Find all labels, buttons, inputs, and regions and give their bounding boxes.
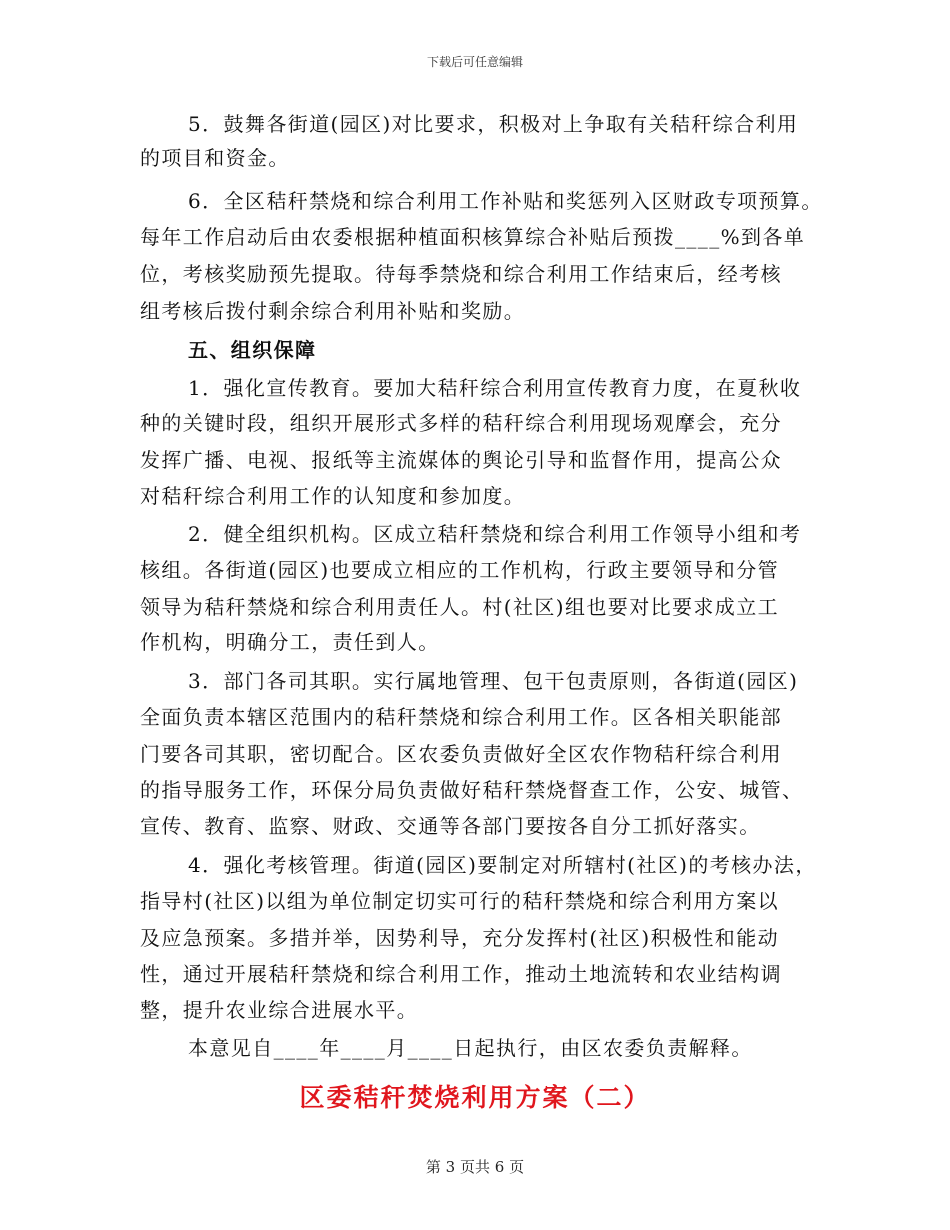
paragraph-line: 种的关键时段，组织开展形式多样的秸秆综合利用现场观摩会，充分 <box>140 411 782 435</box>
paragraph-line: 全面负责本辖区范围内的秸秆禁烧和综合利用工作。区各相关职能部 <box>140 705 782 729</box>
paragraph-line: 发挥广播、电视、报纸等主流媒体的舆论引导和监督作用，提高公众 <box>140 448 782 472</box>
paragraph-line: 核组。各街道(园区)也要成立相应的工作机构，行政主要领导和分管 <box>140 558 780 582</box>
paragraph-line: 5．鼓舞各街道(园区)对比要求，积极对上争取有关秸秆综合利用 <box>188 112 799 136</box>
paragraph-line: 及应急预案。多措并举，因势利导，充分发挥村(社区)积极性和能动 <box>140 926 780 950</box>
page-header: 下载后可任意编辑 <box>426 55 523 69</box>
paragraph-line: 4．强化考核管理。街道(园区)要制定对所辖村(社区)的考核办法， <box>188 853 817 877</box>
paragraph-line: 领导为秸秆禁烧和综合利用责任人。村(社区)组也要对比要求成立工 <box>140 595 780 619</box>
section-heading: 五、组织保障 <box>188 338 317 362</box>
section-title-red: 区委秸秆焚烧利用方案（二） <box>299 1083 651 1112</box>
paragraph-line: 宣传、教育、监察、财政、交通等各部门要按各自分工抓好落实。 <box>140 814 761 838</box>
paragraph-line: 整，提升农业综合进展水平。 <box>140 998 419 1022</box>
paragraph-line: 2．健全组织机构。区成立秸秆禁烧和综合利用工作领导小组和考 <box>188 522 802 546</box>
paragraph-line: 1．强化宣传教育。要加大秸秆综合利用宣传教育力度，在夏秋收 <box>188 376 802 400</box>
paragraph-line: 的项目和资金。 <box>140 146 290 170</box>
paragraph-line: 作机构，明确分工，责任到人。 <box>140 630 440 654</box>
paragraph-line: 组考核后拨付剩余综合利用补贴和奖励。 <box>140 299 526 323</box>
paragraph-line: 门要各司其职，密切配合。区农委负责做好全区农作物秸秆综合利用 <box>140 742 782 766</box>
paragraph-line: 3．部门各司其职。实行属地管理、包干包责原则，各街道(园区) <box>188 669 799 693</box>
paragraph-line: 本意见自____年____月____日起执行，由区农委负责解释。 <box>188 1036 753 1060</box>
paragraph-line: 的指导服务工作，环保分局负责做好秸秆禁烧督查工作，公安、城管、 <box>140 778 804 802</box>
paragraph-line: 位，考核奖励预先提取。待每季禁烧和综合利用工作结束后，经考核 <box>140 262 782 286</box>
page-footer: 第 3 页共 6 页 <box>425 1158 525 1176</box>
paragraph-line: 对秸秆综合利用工作的认知度和参加度。 <box>140 484 526 508</box>
paragraph-line: 性，通过开展秸秆禁烧和综合利用工作，推动土地流转和农业结构调 <box>140 962 782 986</box>
paragraph-line: 6．全区秸秆禁烧和综合利用工作补贴和奖惩列入区财政专项预算。 <box>188 189 823 213</box>
paragraph-line: 每年工作启动后由农委根据种植面积核算综合补贴后预拨____%到各单 <box>140 225 806 249</box>
paragraph-line: 指导村(社区)以组为单位制定切实可行的秸秆禁烧和综合利用方案以 <box>140 889 780 913</box>
